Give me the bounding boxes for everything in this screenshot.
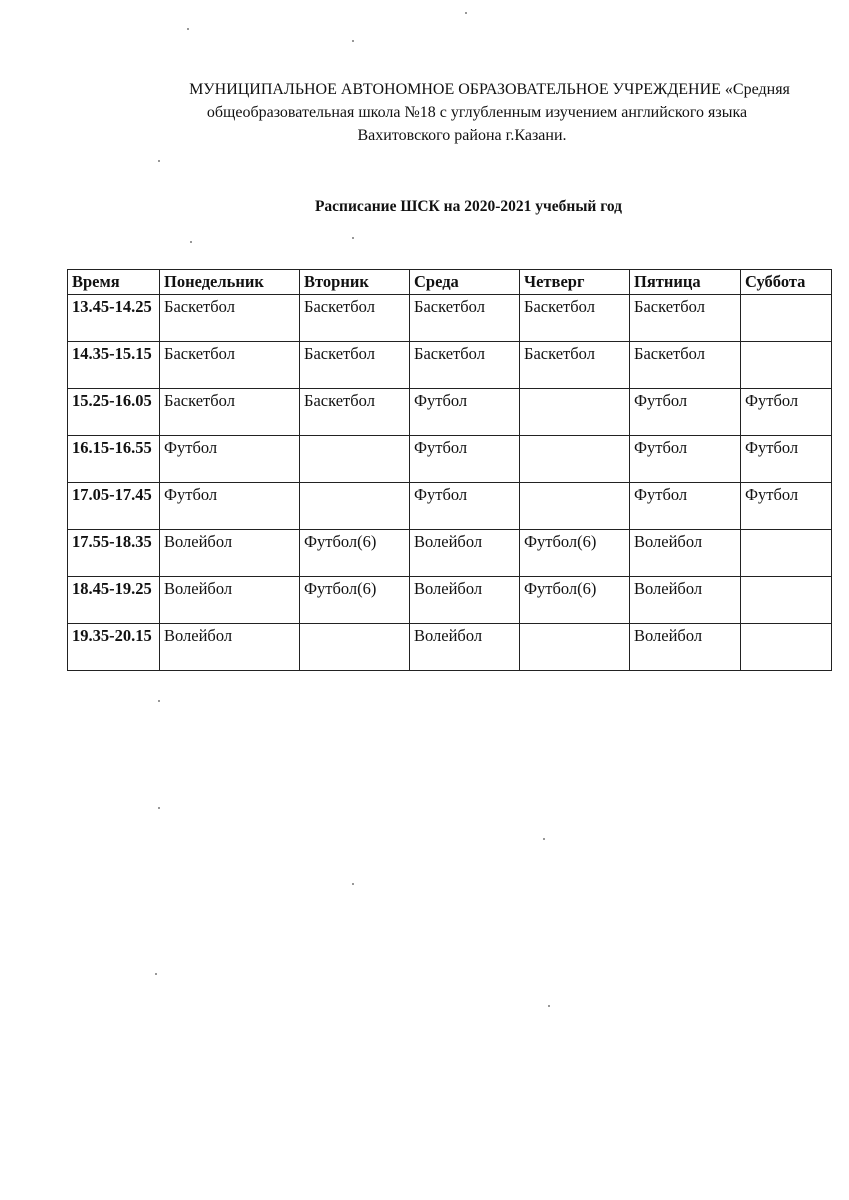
table-cell: Баскетбол: [300, 389, 410, 436]
table-cell: Футбол: [741, 389, 832, 436]
table-cell: [741, 295, 832, 342]
table-cell: Баскетбол: [300, 295, 410, 342]
document-title: Расписание ШСК на 2020-2021 учебный год: [314, 198, 623, 215]
scan-speck: [158, 160, 160, 162]
scan-speck: [155, 973, 157, 975]
table-row: [68, 389, 832, 436]
scan-speck: [187, 28, 189, 30]
table-header: [68, 270, 832, 295]
scan-speck: [158, 807, 160, 809]
table-cell: Волейбол: [160, 624, 300, 671]
table-cell: Баскетбол: [410, 295, 520, 342]
table-cell: Баскетбол: [160, 342, 300, 389]
header-line-1: МУНИЦИПАЛЬНОЕ АВТОНОМНОЕ ОБРАЗОВАТЕЛЬНОЕ УЧРЕЖДЕНИЕ «Средняя: [189, 81, 790, 98]
table-row: [68, 436, 832, 483]
time-cell: 14.35-15.15: [68, 342, 160, 389]
header-row: [68, 270, 832, 295]
table-cell: [520, 483, 630, 530]
column-header-tuesday: Вторник: [300, 270, 410, 295]
table-cell: Волейбол: [160, 530, 300, 577]
column-header-monday: Понедельник: [160, 270, 300, 295]
column-header-friday: Пятница: [630, 270, 741, 295]
table-cell: [520, 624, 630, 671]
table-row: [68, 530, 832, 577]
table-cell: Футбол: [410, 389, 520, 436]
table-cell: Футбол: [160, 483, 300, 530]
table-cell: Футбол: [630, 436, 741, 483]
scan-speck: [352, 40, 354, 42]
scan-speck: [548, 1005, 550, 1007]
table-cell: Футбол(6): [520, 530, 630, 577]
table-cell: Баскетбол: [630, 295, 741, 342]
table-cell: Баскетбол: [300, 342, 410, 389]
schedule-table: [67, 269, 832, 671]
table-cell: Футбол(6): [300, 577, 410, 624]
scan-speck: [352, 883, 354, 885]
table-cell: [300, 624, 410, 671]
table-cell: [741, 624, 832, 671]
table-row: [68, 295, 832, 342]
column-header-saturday: Суббота: [741, 270, 832, 295]
column-header-time: Время: [68, 270, 160, 295]
time-cell: 17.55-18.35: [68, 530, 160, 577]
table-cell: Баскетбол: [160, 295, 300, 342]
table-cell: Волейбол: [160, 577, 300, 624]
table-cell: Волейбол: [630, 624, 741, 671]
time-cell: 16.15-16.55: [68, 436, 160, 483]
document-header: [0, 78, 849, 147]
table-row: [68, 342, 832, 389]
table-cell: Футбол: [410, 483, 520, 530]
scan-speck: [352, 237, 354, 239]
table-cell: Волейбол: [630, 530, 741, 577]
scan-speck: [190, 241, 192, 243]
table-cell: [520, 389, 630, 436]
table-cell: Футбол(6): [300, 530, 410, 577]
table-cell: Баскетбол: [160, 389, 300, 436]
header-line-2: общеобразовательная школа №18 с углубленным изучением английского языка: [206, 104, 748, 121]
table-cell: Волейбол: [410, 530, 520, 577]
table-cell: Волейбол: [410, 624, 520, 671]
table-cell: Футбол: [630, 389, 741, 436]
table-row: [68, 483, 832, 530]
time-cell: 15.25-16.05: [68, 389, 160, 436]
table-cell: Волейбол: [410, 577, 520, 624]
table-cell: Баскетбол: [410, 342, 520, 389]
scan-speck: [543, 838, 545, 840]
table-cell: Футбол(6): [520, 577, 630, 624]
table-cell: Баскетбол: [520, 342, 630, 389]
time-cell: 13.45-14.25: [68, 295, 160, 342]
table-cell: Футбол: [741, 483, 832, 530]
table-cell: Футбол: [741, 436, 832, 483]
header-line-3: Вахитовского района г.Казани.: [357, 127, 567, 144]
table-cell: Футбол: [630, 483, 741, 530]
table-cell: [300, 483, 410, 530]
time-cell: 19.35-20.15: [68, 624, 160, 671]
table-cell: Футбол: [160, 436, 300, 483]
table-body: [68, 295, 832, 671]
table-cell: Баскетбол: [520, 295, 630, 342]
table-cell: [741, 342, 832, 389]
column-header-wednesday: Среда: [410, 270, 520, 295]
time-cell: 17.05-17.45: [68, 483, 160, 530]
scan-speck: [158, 700, 160, 702]
time-cell: 18.45-19.25: [68, 577, 160, 624]
table-row: [68, 624, 832, 671]
scan-speck: [465, 12, 467, 14]
table-cell: [741, 530, 832, 577]
table-cell: Волейбол: [630, 577, 741, 624]
table-row: [68, 577, 832, 624]
table-cell: [741, 577, 832, 624]
column-header-thursday: Четверг: [520, 270, 630, 295]
table-cell: Футбол: [410, 436, 520, 483]
table-cell: [520, 436, 630, 483]
table-cell: Баскетбол: [630, 342, 741, 389]
table-cell: [300, 436, 410, 483]
